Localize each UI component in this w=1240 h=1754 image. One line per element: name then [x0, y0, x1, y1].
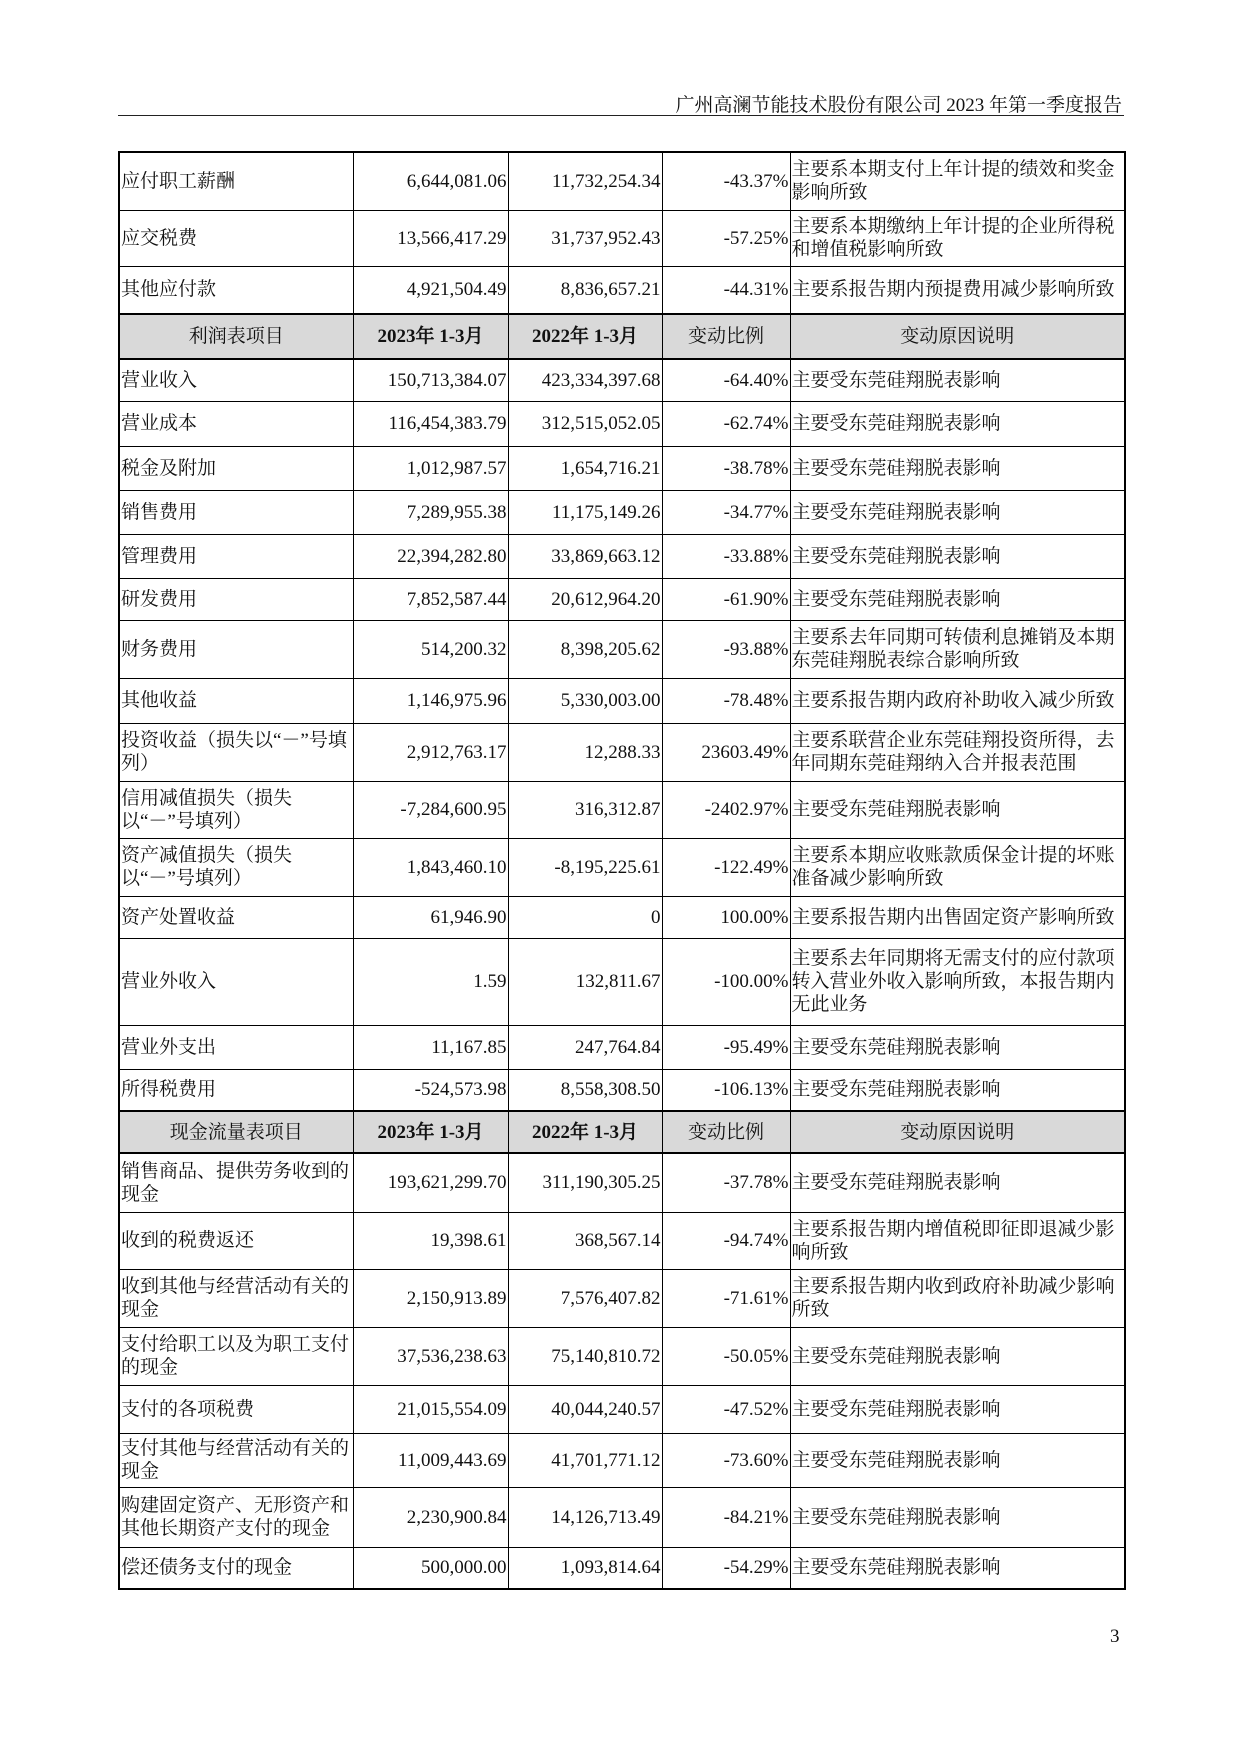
row-item-label: 应付职工薪酬 — [119, 152, 353, 210]
change-ratio: -37.78% — [662, 1153, 790, 1212]
change-reason: 主要系报告期内出售固定资产影响所致 — [790, 896, 1125, 938]
table-row — [119, 781, 1125, 838]
prior-period-value: 20,612,964.20 — [508, 578, 662, 620]
prior-period-value: 41,701,771.12 — [508, 1433, 662, 1487]
change-ratio: -34.77% — [662, 490, 790, 534]
row-item-label: 信用减值损失（损失以“－”号填列） — [119, 781, 353, 838]
change-ratio: -71.61% — [662, 1269, 790, 1327]
change-ratio: -62.74% — [662, 401, 790, 446]
change-ratio: -43.37% — [662, 152, 790, 210]
current-period-value: 2023年 1-3月 — [353, 314, 508, 359]
change-reason: 主要系去年同期将无需支付的应付款项转入营业外收入影响所致，本报告期内无此业务 — [790, 938, 1125, 1025]
current-period-value: 6,644,081.06 — [353, 152, 508, 210]
prior-period-value: 14,126,713.49 — [508, 1487, 662, 1547]
change-reason: 主要系本期支付上年计提的绩效和奖金影响所致 — [790, 152, 1125, 210]
current-period-value: 1,146,975.96 — [353, 678, 508, 723]
table-row — [119, 938, 1125, 1025]
change-ratio: 100.00% — [662, 896, 790, 938]
change-ratio: -100.00% — [662, 938, 790, 1025]
table-row — [119, 152, 1125, 210]
current-period-value: 22,394,282.80 — [353, 534, 508, 578]
table-row — [119, 490, 1125, 534]
change-ratio: -122.49% — [662, 838, 790, 896]
table-row — [119, 1327, 1125, 1385]
change-reason: 主要受东莞硅翔脱表影响 — [790, 1547, 1125, 1589]
current-period-value: 2,230,900.84 — [353, 1487, 508, 1547]
row-item-label: 收到的税费返还 — [119, 1212, 353, 1269]
current-period-value: 19,398.61 — [353, 1212, 508, 1269]
current-period-value: 2,150,913.89 — [353, 1269, 508, 1327]
change-ratio: -44.31% — [662, 266, 790, 314]
row-item-label: 管理费用 — [119, 534, 353, 578]
current-period-value: 11,167.85 — [353, 1025, 508, 1069]
prior-period-value: 5,330,003.00 — [508, 678, 662, 723]
row-item-label: 收到其他与经营活动有关的现金 — [119, 1269, 353, 1327]
change-reason: 主要受东莞硅翔脱表影响 — [790, 401, 1125, 446]
change-reason: 主要受东莞硅翔脱表影响 — [790, 1025, 1125, 1069]
row-item-label: 营业外收入 — [119, 938, 353, 1025]
prior-period-value: 368,567.14 — [508, 1212, 662, 1269]
current-period-value: 150,713,384.07 — [353, 359, 508, 401]
change-reason: 主要系报告期内预提费用减少影响所致 — [790, 266, 1125, 314]
change-ratio: -33.88% — [662, 534, 790, 578]
prior-period-value: 311,190,305.25 — [508, 1153, 662, 1212]
current-period-value: 7,289,955.38 — [353, 490, 508, 534]
table-row — [119, 1153, 1125, 1212]
change-reason: 主要受东莞硅翔脱表影响 — [790, 490, 1125, 534]
row-item-label: 资产减值损失（损失以“－”号填列） — [119, 838, 353, 896]
change-ratio: -78.48% — [662, 678, 790, 723]
page-number: 3 — [1110, 1626, 1120, 1647]
change-reason: 主要受东莞硅翔脱表影响 — [790, 446, 1125, 490]
current-period-value: -7,284,600.95 — [353, 781, 508, 838]
prior-period-value: -8,195,225.61 — [508, 838, 662, 896]
prior-period-value: 132,811.67 — [508, 938, 662, 1025]
change-ratio: 变动比例 — [662, 314, 790, 359]
prior-period-value: 0 — [508, 896, 662, 938]
current-period-value: 4,921,504.49 — [353, 266, 508, 314]
table-row — [119, 210, 1125, 266]
change-ratio: -106.13% — [662, 1069, 790, 1111]
prior-period-value: 40,044,240.57 — [508, 1385, 662, 1433]
prior-period-value: 247,764.84 — [508, 1025, 662, 1069]
prior-period-value: 316,312.87 — [508, 781, 662, 838]
change-reason: 变动原因说明 — [790, 1111, 1125, 1153]
row-item-label: 营业外支出 — [119, 1025, 353, 1069]
table-row — [119, 1025, 1125, 1069]
prior-period-value: 7,576,407.82 — [508, 1269, 662, 1327]
row-item-label: 其他收益 — [119, 678, 353, 723]
change-reason: 主要受东莞硅翔脱表影响 — [790, 1487, 1125, 1547]
current-period-value: 1,843,460.10 — [353, 838, 508, 896]
prior-period-value: 1,093,814.64 — [508, 1547, 662, 1589]
section-header-row — [119, 314, 1125, 359]
change-ratio: -84.21% — [662, 1487, 790, 1547]
current-period-value: 116,454,383.79 — [353, 401, 508, 446]
row-item-label: 营业收入 — [119, 359, 353, 401]
change-reason: 主要系报告期内收到政府补助减少影响所致 — [790, 1269, 1125, 1327]
row-item-label: 支付给职工以及为职工支付的现金 — [119, 1327, 353, 1385]
change-reason: 主要受东莞硅翔脱表影响 — [790, 1327, 1125, 1385]
change-reason: 主要系去年同期可转债利息摊销及本期东莞硅翔脱表综合影响所致 — [790, 620, 1125, 678]
current-period-value: -524,573.98 — [353, 1069, 508, 1111]
change-reason: 主要受东莞硅翔脱表影响 — [790, 781, 1125, 838]
change-reason: 主要受东莞硅翔脱表影响 — [790, 1385, 1125, 1433]
table-row — [119, 534, 1125, 578]
table-row — [119, 1385, 1125, 1433]
table-row — [119, 266, 1125, 314]
row-item-label: 销售商品、提供劳务收到的现金 — [119, 1153, 353, 1212]
prior-period-value: 8,836,657.21 — [508, 266, 662, 314]
change-ratio: -94.74% — [662, 1212, 790, 1269]
change-reason: 主要受东莞硅翔脱表影响 — [790, 359, 1125, 401]
current-period-value: 2023年 1-3月 — [353, 1111, 508, 1153]
page-header-title: 广州高澜节能技术股份有限公司 2023 年第一季度报告 — [675, 95, 1122, 116]
change-ratio: -2402.97% — [662, 781, 790, 838]
table-row — [119, 578, 1125, 620]
change-reason: 变动原因说明 — [790, 314, 1125, 359]
prior-period-value: 2022年 1-3月 — [508, 1111, 662, 1153]
prior-period-value: 8,398,205.62 — [508, 620, 662, 678]
change-ratio: -38.78% — [662, 446, 790, 490]
table-row — [119, 1212, 1125, 1269]
current-period-value: 193,621,299.70 — [353, 1153, 508, 1212]
change-reason: 主要受东莞硅翔脱表影响 — [790, 534, 1125, 578]
change-ratio: -50.05% — [662, 1327, 790, 1385]
change-ratio: 23603.49% — [662, 723, 790, 781]
prior-period-value: 1,654,716.21 — [508, 446, 662, 490]
table-row — [119, 678, 1125, 723]
row-item-label: 现金流量表项目 — [119, 1111, 353, 1153]
table-row — [119, 723, 1125, 781]
table-row — [119, 401, 1125, 446]
current-period-value: 500,000.00 — [353, 1547, 508, 1589]
row-item-label: 资产处置收益 — [119, 896, 353, 938]
row-item-label: 投资收益（损失以“－”号填列） — [119, 723, 353, 781]
prior-period-value: 75,140,810.72 — [508, 1327, 662, 1385]
change-reason: 主要受东莞硅翔脱表影响 — [790, 1433, 1125, 1487]
table-row — [119, 1487, 1125, 1547]
prior-period-value: 423,334,397.68 — [508, 359, 662, 401]
current-period-value: 1.59 — [353, 938, 508, 1025]
table-row — [119, 1269, 1125, 1327]
change-ratio: -47.52% — [662, 1385, 790, 1433]
row-item-label: 利润表项目 — [119, 314, 353, 359]
table-row — [119, 446, 1125, 490]
row-item-label: 税金及附加 — [119, 446, 353, 490]
prior-period-value: 33,869,663.12 — [508, 534, 662, 578]
current-period-value: 21,015,554.09 — [353, 1385, 508, 1433]
table-row — [119, 1547, 1125, 1589]
current-period-value: 37,536,238.63 — [353, 1327, 508, 1385]
table-row — [119, 1433, 1125, 1487]
table-row — [119, 896, 1125, 938]
financial-change-table — [118, 151, 1126, 1590]
row-item-label: 营业成本 — [119, 401, 353, 446]
change-reason: 主要系报告期内增值税即征即退减少影响所致 — [790, 1212, 1125, 1269]
prior-period-value: 11,732,254.34 — [508, 152, 662, 210]
change-ratio: -64.40% — [662, 359, 790, 401]
prior-period-value: 12,288.33 — [508, 723, 662, 781]
section-header-row — [119, 1111, 1125, 1153]
table-row — [119, 1069, 1125, 1111]
row-item-label: 所得税费用 — [119, 1069, 353, 1111]
change-reason: 主要系本期应收账款质保金计提的坏账准备减少影响所致 — [790, 838, 1125, 896]
change-reason: 主要受东莞硅翔脱表影响 — [790, 1069, 1125, 1111]
table-row — [119, 838, 1125, 896]
current-period-value: 13,566,417.29 — [353, 210, 508, 266]
change-ratio: -93.88% — [662, 620, 790, 678]
change-ratio: -57.25% — [662, 210, 790, 266]
prior-period-value: 2022年 1-3月 — [508, 314, 662, 359]
change-reason: 主要系联营企业东莞硅翔投资所得，去年同期东莞硅翔纳入合并报表范围 — [790, 723, 1125, 781]
table-row — [119, 359, 1125, 401]
row-item-label: 销售费用 — [119, 490, 353, 534]
row-item-label: 购建固定资产、无形资产和其他长期资产支付的现金 — [119, 1487, 353, 1547]
current-period-value: 1,012,987.57 — [353, 446, 508, 490]
row-item-label: 支付其他与经营活动有关的现金 — [119, 1433, 353, 1487]
row-item-label: 偿还债务支付的现金 — [119, 1547, 353, 1589]
current-period-value: 61,946.90 — [353, 896, 508, 938]
prior-period-value: 8,558,308.50 — [508, 1069, 662, 1111]
current-period-value: 11,009,443.69 — [353, 1433, 508, 1487]
row-item-label: 研发费用 — [119, 578, 353, 620]
change-ratio: 变动比例 — [662, 1111, 790, 1153]
change-ratio: -54.29% — [662, 1547, 790, 1589]
prior-period-value: 11,175,149.26 — [508, 490, 662, 534]
prior-period-value: 31,737,952.43 — [508, 210, 662, 266]
row-item-label: 财务费用 — [119, 620, 353, 678]
change-reason: 主要系本期缴纳上年计提的企业所得税和增值税影响所致 — [790, 210, 1125, 266]
change-reason: 主要受东莞硅翔脱表影响 — [790, 578, 1125, 620]
current-period-value: 2,912,763.17 — [353, 723, 508, 781]
header-divider — [118, 115, 1124, 116]
change-reason: 主要系报告期内政府补助收入减少所致 — [790, 678, 1125, 723]
row-item-label: 应交税费 — [119, 210, 353, 266]
change-ratio: -73.60% — [662, 1433, 790, 1487]
change-ratio: -95.49% — [662, 1025, 790, 1069]
current-period-value: 7,852,587.44 — [353, 578, 508, 620]
change-ratio: -61.90% — [662, 578, 790, 620]
row-item-label: 其他应付款 — [119, 266, 353, 314]
change-reason: 主要受东莞硅翔脱表影响 — [790, 1153, 1125, 1212]
prior-period-value: 312,515,052.05 — [508, 401, 662, 446]
table-row — [119, 620, 1125, 678]
current-period-value: 514,200.32 — [353, 620, 508, 678]
row-item-label: 支付的各项税费 — [119, 1385, 353, 1433]
